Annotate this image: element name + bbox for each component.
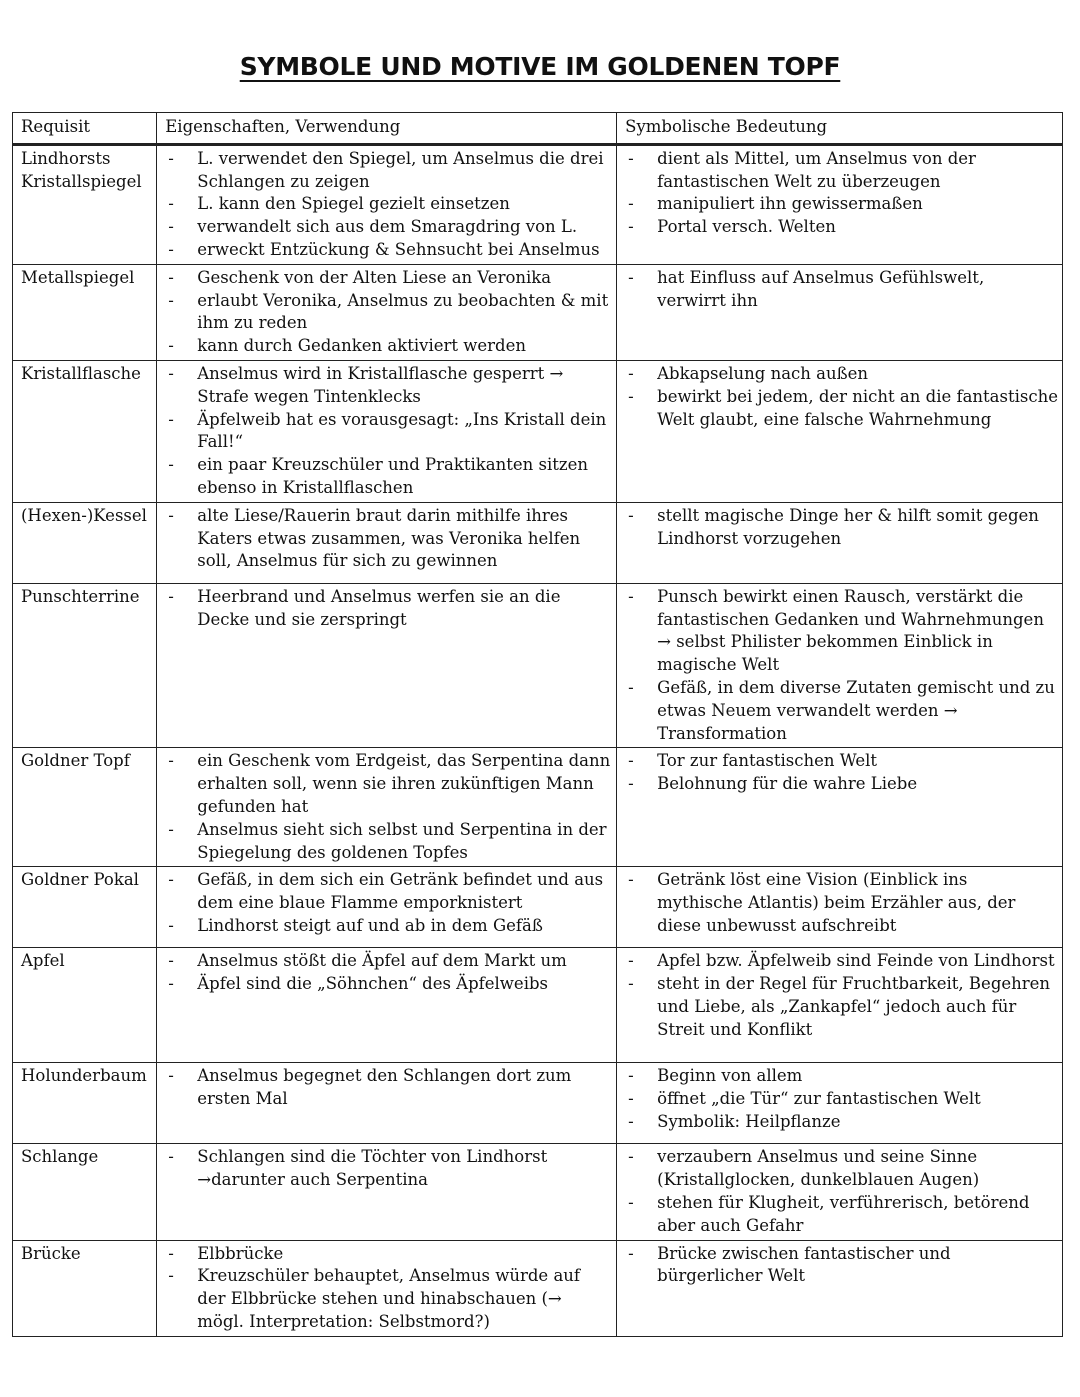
list-item: - stellt magische Dinge her & hilft somit gegen Lindhorst vorzugehen	[625, 505, 1058, 551]
header-requisit: Requisit	[13, 113, 157, 145]
bullet-list	[165, 1065, 612, 1111]
cell-requisit: Goldner Topf	[13, 748, 157, 867]
list-item: - Apfel bzw. Äpfelweib sind Feinde von Lindhorst	[625, 950, 1058, 973]
list-item: - Gefäß, in dem diverse Zutaten gemischt und zu etwas Neuem verwandelt werden → Transformation	[625, 677, 1058, 745]
list-item: - Geschenk von der Alten Liese an Veronika	[165, 267, 612, 290]
bullet-list	[165, 267, 612, 358]
bullet-list	[625, 1243, 1058, 1289]
cell-eigenschaften	[157, 502, 617, 583]
bullet-list	[625, 1146, 1058, 1237]
list-item: - Tor zur fantastischen Welt	[625, 750, 1058, 773]
table-row	[13, 1240, 1063, 1336]
list-item: - Getränk löst eine Vision (Einblick ins mythische Atlantis) beim Erzähler aus, der diese unbewusst aufschreibt	[625, 869, 1058, 937]
header-eigenschaften: Eigenschaften, Verwendung	[157, 113, 617, 145]
list-item: - erlaubt Veronika, Anselmus zu beobachten & mit ihm zu reden	[165, 290, 612, 336]
list-item: - Anselmus begegnet den Schlangen dort zum ersten Mal	[165, 1065, 612, 1111]
list-item: - dient als Mittel, um Anselmus von der fantastischen Welt zu überzeugen	[625, 148, 1058, 194]
table-row	[13, 502, 1063, 583]
list-item: - L. kann den Spiegel gezielt einsetzen	[165, 193, 612, 216]
bullet-list	[625, 750, 1058, 796]
bullet-list	[625, 950, 1058, 1041]
bullet-list	[165, 1243, 612, 1334]
list-item: - L. verwendet den Spiegel, um Anselmus die drei Schlangen zu zeigen	[165, 148, 612, 194]
list-item: - Gefäß, in dem sich ein Getränk befindet und aus dem eine blaue Flamme emporknistert	[165, 869, 612, 915]
list-item: - Kreuzschüler behauptet, Anselmus würde auf der Elbbrücke stehen und hinabschauen (→ mögl. Interpretation: Selbstmord?)	[165, 1265, 612, 1333]
list-item: - Symbolik: Heilpflanze	[625, 1111, 1058, 1134]
list-item: - verzaubern Anselmus und seine Sinne (Kristallglocken, dunkelblauen Augen)	[625, 1146, 1058, 1192]
bullet-list	[625, 1065, 1058, 1133]
cell-requisit: Brücke	[13, 1240, 157, 1336]
table-row	[13, 748, 1063, 867]
bullet-list	[625, 148, 1058, 239]
list-item: - alte Liese/Rauerin braut darin mithilfe ihres Katers etwas zusammen, was Veronika helfen soll, Anselmus für sich zu gewinnen	[165, 505, 612, 573]
list-item: - Anselmus stößt die Äpfel auf dem Markt um	[165, 950, 612, 973]
list-item: - Heerbrand und Anselmus werfen sie an die Decke und sie zerspringt	[165, 586, 612, 632]
list-item: - Abkapselung nach außen	[625, 363, 1058, 386]
cell-requisit: Schlange	[13, 1144, 157, 1240]
list-item: - erweckt Entzückung & Sehnsucht bei Anselmus	[165, 239, 612, 262]
bullet-list	[625, 505, 1058, 551]
list-item: - verwandelt sich aus dem Smaragdring von L.	[165, 216, 612, 239]
bullet-list	[165, 950, 612, 996]
cell-eigenschaften	[157, 948, 617, 1063]
cell-eigenschaften	[157, 360, 617, 502]
cell-requisit: Apfel	[13, 948, 157, 1063]
cell-eigenschaften	[157, 583, 617, 748]
cell-eigenschaften	[157, 144, 617, 264]
cell-eigenschaften	[157, 264, 617, 360]
list-item: - Äpfel sind die „Söhnchen“ des Äpfelweibs	[165, 973, 612, 996]
list-item: - stehen für Klugheit, verführerisch, betörend aber auch Gefahr	[625, 1192, 1058, 1238]
table-row	[13, 144, 1063, 264]
list-item: - Elbbrücke	[165, 1243, 612, 1266]
cell-bedeutung	[617, 583, 1063, 748]
cell-requisit: Punschterrine	[13, 583, 157, 748]
bullet-list	[625, 267, 1058, 313]
cell-eigenschaften	[157, 748, 617, 867]
header-row	[13, 113, 1063, 145]
bullet-list	[625, 869, 1058, 937]
table-header	[13, 113, 1063, 145]
bullet-list	[165, 1146, 612, 1192]
bullet-list	[165, 505, 612, 573]
bullet-list	[165, 148, 612, 262]
cell-eigenschaften	[157, 867, 617, 948]
cell-requisit: (Hexen-)Kessel	[13, 502, 157, 583]
list-item: - Anselmus sieht sich selbst und Serpentina in der Spiegelung des goldenen Topfes	[165, 819, 612, 865]
list-item: - kann durch Gedanken aktiviert werden	[165, 335, 612, 358]
page-title: SYMBOLE UND MOTIVE IM GOLDENEN TOPF	[239, 52, 841, 81]
cell-requisit: Goldner Pokal	[13, 867, 157, 948]
table-row	[13, 583, 1063, 748]
table-row	[13, 867, 1063, 948]
table-row	[13, 948, 1063, 1063]
bullet-list	[165, 869, 612, 937]
list-item: - steht in der Regel für Fruchtbarkeit, Begehren und Liebe, als „Zankapfel“ jedoch auch für Streit und Konflikt	[625, 973, 1058, 1041]
list-item: - Lindhorst steigt auf und ab in dem Gefäß	[165, 915, 612, 938]
cell-eigenschaften	[157, 1240, 617, 1336]
header-bedeutung: Symbolische Bedeutung	[617, 113, 1063, 145]
list-item: - Beginn von allem	[625, 1065, 1058, 1088]
list-item: - manipuliert ihn gewissermaßen	[625, 193, 1058, 216]
cell-bedeutung	[617, 502, 1063, 583]
bullet-list	[165, 363, 612, 500]
list-item: - ein Geschenk vom Erdgeist, das Serpentina dann erhalten soll, wenn sie ihren zukünftigen Mann gefunden hat	[165, 750, 612, 818]
cell-bedeutung	[617, 1144, 1063, 1240]
list-item: - öffnet „die Tür“ zur fantastischen Welt	[625, 1088, 1058, 1111]
cell-bedeutung	[617, 867, 1063, 948]
cell-bedeutung	[617, 748, 1063, 867]
cell-bedeutung	[617, 1240, 1063, 1336]
cell-eigenschaften	[157, 1144, 617, 1240]
cell-requisit: Metallspiegel	[13, 264, 157, 360]
list-item: - hat Einfluss auf Anselmus Gefühlswelt, verwirrt ihn	[625, 267, 1058, 313]
cell-bedeutung	[617, 144, 1063, 264]
list-item: - Brücke zwischen fantastischer und bürgerlicher Welt	[625, 1243, 1058, 1289]
list-item: - Anselmus wird in Kristallflasche gesperrt → Strafe wegen Tintenklecks	[165, 363, 612, 409]
cell-requisit: Lindhorsts Kristallspiegel	[13, 144, 157, 264]
list-item: - Punsch bewirkt einen Rausch, verstärkt die fantastischen Gedanken und Wahrnehmungen → selbst Philister bekommen Einblick in magische Welt	[625, 586, 1058, 677]
motive-table	[12, 112, 1063, 1337]
cell-bedeutung	[617, 1063, 1063, 1144]
list-item: - Portal versch. Welten	[625, 216, 1058, 239]
table-row	[13, 1063, 1063, 1144]
list-item: - ein paar Kreuzschüler und Praktikanten sitzen ebenso in Kristallflaschen	[165, 454, 612, 500]
bullet-list	[625, 586, 1058, 746]
cell-bedeutung	[617, 360, 1063, 502]
cell-requisit: Kristallflasche	[13, 360, 157, 502]
bullet-list	[165, 750, 612, 864]
bullet-list	[625, 363, 1058, 431]
table-row	[13, 264, 1063, 360]
list-item: - bewirkt bei jedem, der nicht an die fantastische Welt glaubt, eine falsche Wahrnehmung	[625, 386, 1058, 432]
cell-requisit: Holunderbaum	[13, 1063, 157, 1144]
cell-bedeutung	[617, 948, 1063, 1063]
list-item: - Schlangen sind die Töchter von Lindhorst →darunter auch Serpentina	[165, 1146, 612, 1192]
cell-eigenschaften	[157, 1063, 617, 1144]
list-item: - Belohnung für die wahre Liebe	[625, 773, 1058, 796]
table-row	[13, 1144, 1063, 1240]
table-body	[13, 144, 1063, 1336]
table-row	[13, 360, 1063, 502]
list-item: - Äpfelweib hat es vorausgesagt: „Ins Kristall dein Fall!“	[165, 409, 612, 455]
bullet-list	[165, 586, 612, 632]
cell-bedeutung	[617, 264, 1063, 360]
